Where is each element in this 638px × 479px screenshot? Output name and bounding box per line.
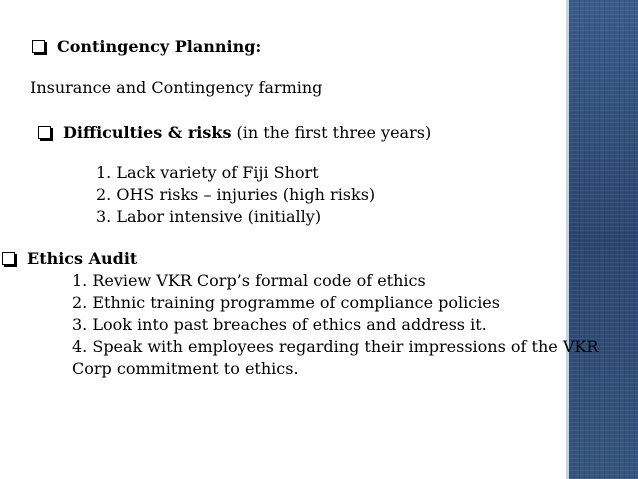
checkbox-bullet-icon <box>38 126 51 139</box>
ethics-item: 4. Speak with employees regarding their impressions of the VKR <box>72 337 599 356</box>
difficulties-heading: Difficulties & risks <box>63 123 232 142</box>
difficulties-note: (in the first three years) <box>231 123 432 142</box>
difficulties-bullet <box>38 122 431 144</box>
ethics-bullet <box>2 248 137 270</box>
difficulty-item: 2. OHS risks – injuries (high risks) <box>96 185 376 204</box>
contingency-text: Insurance and Contingency farming <box>30 78 323 97</box>
checkbox-bullet-icon <box>2 252 15 265</box>
ethics-heading: Ethics Audit <box>27 249 138 268</box>
contingency-bullet <box>32 36 261 58</box>
checkbox-bullet-icon <box>32 40 45 53</box>
ethics-item: 2. Ethnic training programme of compliance policies <box>72 293 500 312</box>
difficulty-item: 3. Labor intensive (initially) <box>96 207 322 226</box>
decorative-side-bar <box>569 0 638 479</box>
ethics-item: Corp commitment to ethics. <box>72 359 299 378</box>
difficulty-item: 1. Lack variety of Fiji Short <box>96 163 319 182</box>
ethics-item: 1. Review VKR Corp’s formal code of ethics <box>72 271 426 290</box>
contingency-heading: Contingency Planning: <box>57 37 262 56</box>
ethics-item: 3. Look into past breaches of ethics and address it. <box>72 315 487 334</box>
